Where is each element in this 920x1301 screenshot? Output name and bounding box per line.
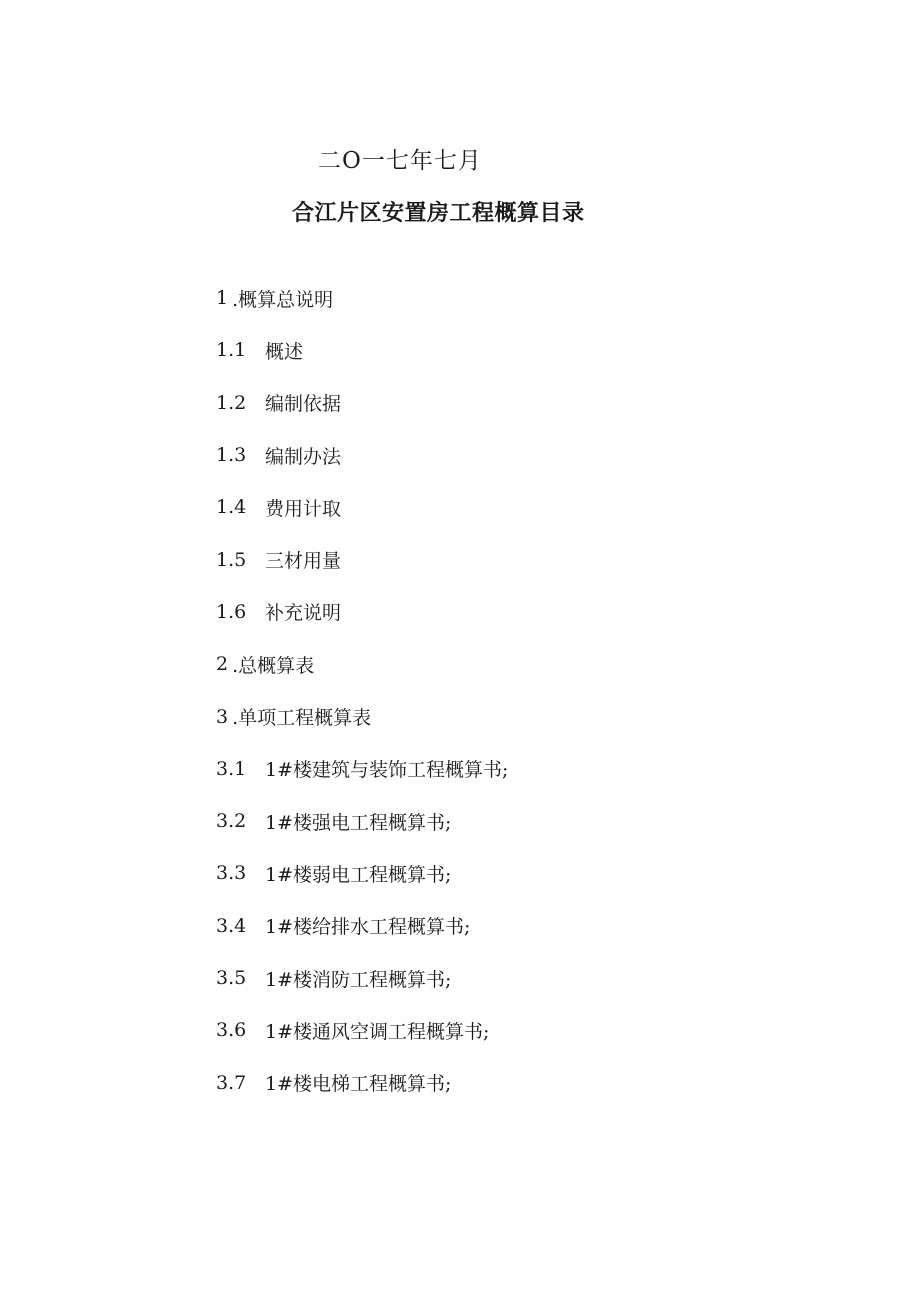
toc-entry-text: 三材用量 — [265, 550, 342, 573]
toc-entry — [216, 900, 816, 952]
toc-entry-text: 1#楼建筑与装饰工程概算书; — [265, 759, 509, 782]
toc-entry-text: 1#楼消防工程概算书; — [265, 968, 452, 991]
toc-entry-number: 1.5 — [216, 548, 247, 571]
toc-entry-text: 补充说明 — [265, 602, 342, 625]
toc-entry — [216, 638, 816, 690]
toc-entry-number: 3.5 — [216, 967, 247, 989]
toc-entry — [216, 586, 816, 638]
toc-entry — [216, 847, 816, 899]
toc-entry-text: 概述 — [265, 340, 304, 363]
toc-entry-number: 3.7 — [216, 1071, 247, 1094]
toc-entry-number: 3.2 — [216, 810, 247, 833]
toc-entry — [216, 952, 816, 1004]
toc-entry-text: 1#楼电梯工程概算书; — [265, 1073, 452, 1096]
toc-entry-number: 3.4 — [216, 914, 247, 937]
toc-entry-text: .单项工程概算表 — [232, 707, 372, 730]
toc-entry-text: 编制依据 — [265, 393, 342, 416]
toc-entry-number: 1.1 — [216, 339, 247, 362]
toc-entry — [216, 1056, 816, 1108]
document-date: 二O一七年七月 — [318, 148, 482, 174]
toc-entry-text: 1#楼强电工程概算书; — [265, 811, 452, 834]
toc-entry-text: 1#楼给排水工程概算书; — [265, 916, 471, 939]
toc-entry — [216, 324, 816, 376]
toc-entry-text: 编制办法 — [265, 445, 342, 468]
table-of-contents — [216, 272, 816, 1109]
toc-entry — [216, 481, 816, 533]
toc-entry-number: 3.1 — [216, 757, 247, 780]
toc-entry-number: 3 — [216, 705, 229, 728]
toc-entry — [216, 429, 816, 481]
toc-entry-text: 1#楼弱电工程概算书; — [265, 863, 452, 886]
document-title: 合江片区安置房工程概算目录 — [292, 201, 585, 226]
toc-entry-text: .总概算表 — [232, 654, 315, 677]
toc-entry — [216, 690, 816, 742]
toc-entry-number: 2 — [216, 653, 229, 676]
toc-entry — [216, 1004, 816, 1056]
toc-entry-number: 1.3 — [216, 444, 247, 467]
toc-entry — [216, 377, 816, 429]
toc-entry-text: 费用计取 — [265, 497, 342, 520]
toc-entry-number: 3.6 — [216, 1019, 247, 1042]
toc-entry — [216, 272, 816, 324]
toc-entry — [216, 795, 816, 847]
toc-entry-number: 1 — [216, 287, 229, 310]
toc-entry — [216, 533, 816, 585]
toc-entry-text: .概算总说明 — [232, 288, 334, 311]
toc-entry-text: 1#楼通风空调工程概算书; — [265, 1020, 490, 1043]
toc-entry-number: 1.4 — [216, 496, 247, 519]
toc-entry — [216, 743, 816, 795]
toc-entry-number: 1.2 — [216, 391, 247, 414]
toc-entry-number: 3.3 — [216, 862, 247, 885]
toc-entry-number: 1.6 — [216, 600, 247, 623]
